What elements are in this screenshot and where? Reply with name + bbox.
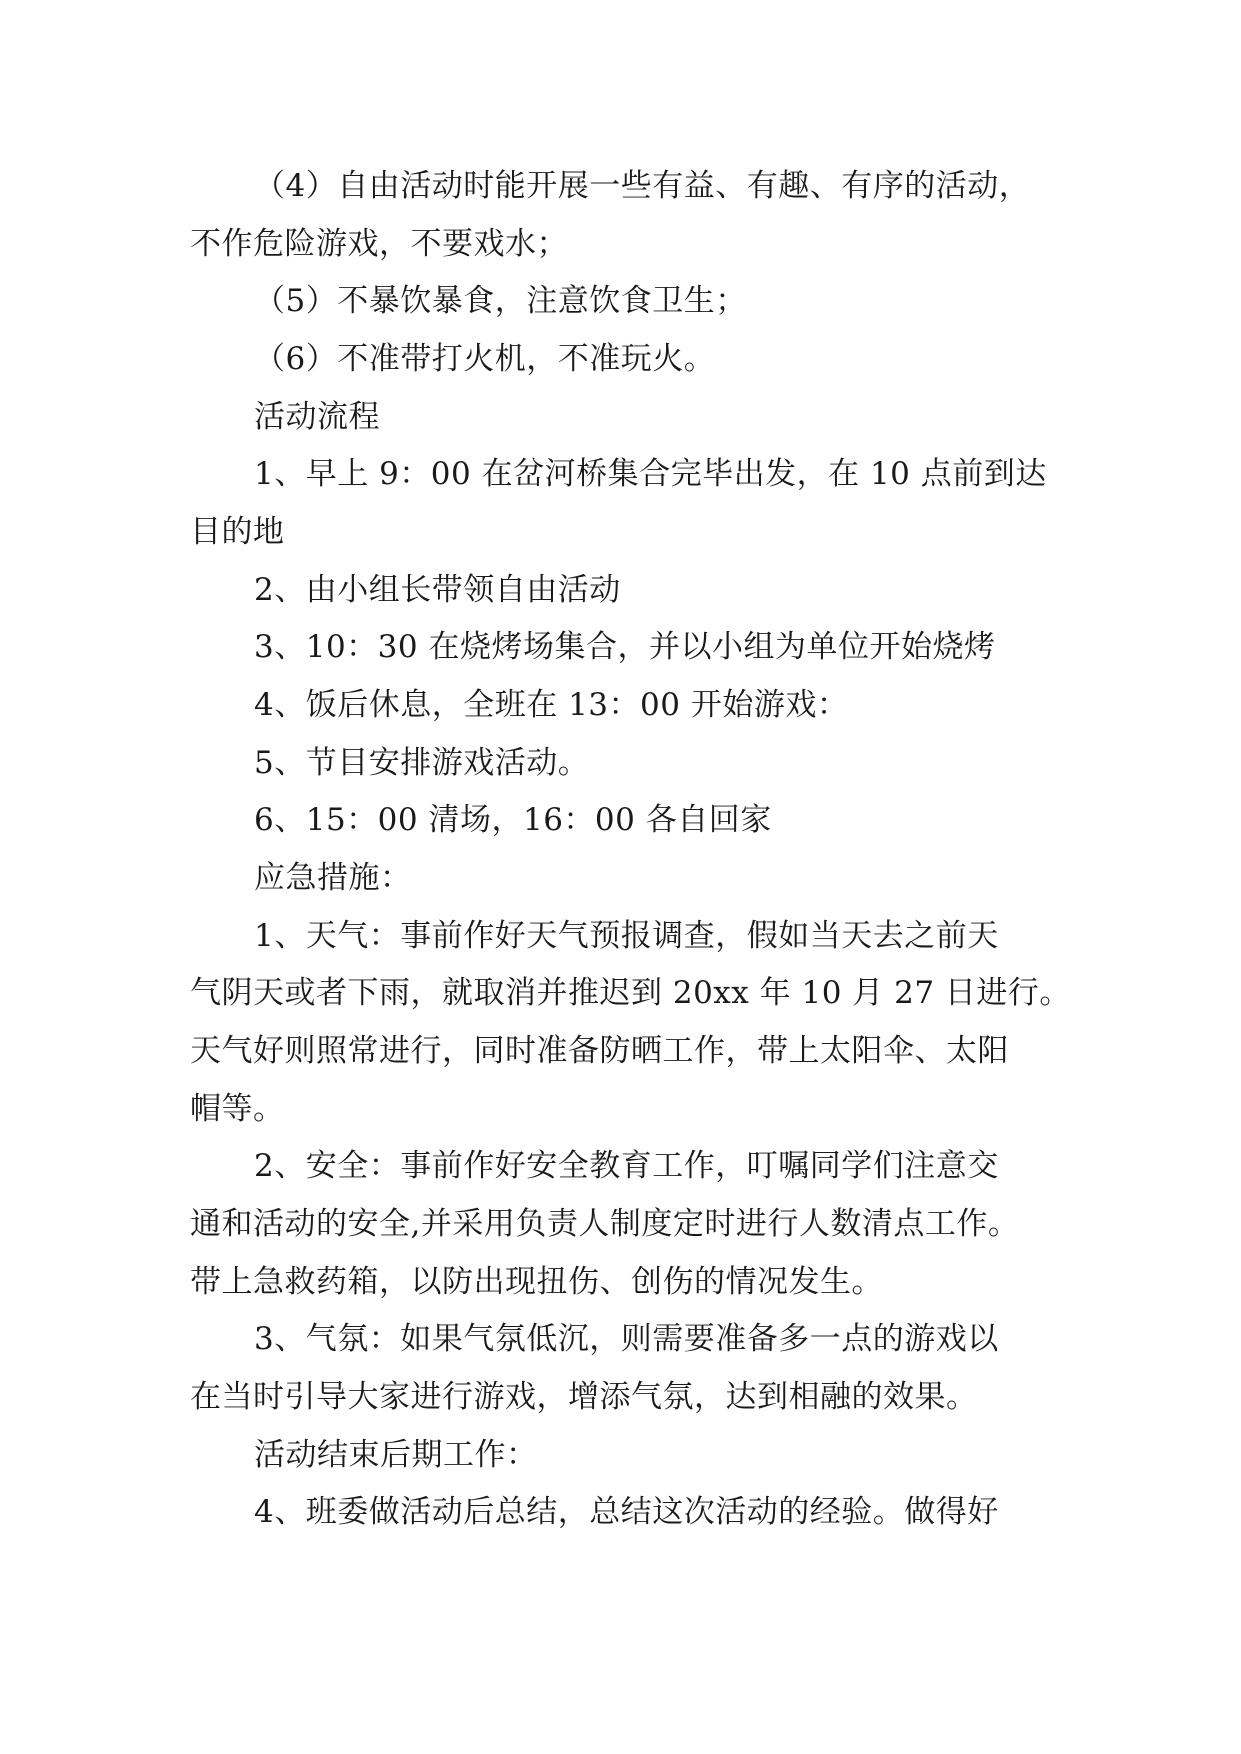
safety-rule-5: （5）不暴饮暴食，注意饮食卫生； — [254, 283, 747, 319]
safety-rule-6: （6）不准带打火机，不准玩火。 — [254, 341, 716, 377]
emergency-safety-line-1: 2、安全：事前作好安全教育工作，叮嘱同学们注意交 — [254, 1148, 999, 1184]
safety-rule-4-line-1: （4）自由活动时能开展一些有益、有趣、有序的活动， — [254, 168, 1031, 204]
section-heading-emergency: 应急措施： — [254, 860, 412, 896]
process-step-6: 6、15：00 清场，16：00 各自回家 — [254, 802, 772, 838]
process-step-1-line-2: 目的地 — [190, 514, 285, 550]
emergency-weather-line-4: 帽等。 — [190, 1091, 285, 1127]
emergency-weather-line-2: 气阴天或者下雨，就取消并推迟到 20xx 年 10 月 27 日进行。 — [190, 975, 1071, 1011]
section-heading-post-activity: 活动结束后期工作： — [254, 1437, 538, 1473]
emergency-weather-line-1: 1、天气：事前作好天气预报调查，假如当天去之前天 — [254, 918, 999, 954]
safety-rule-4-line-2: 不作危险游戏，不要戏水； — [190, 226, 568, 262]
emergency-safety-line-2: 通和活动的安全,并采用负责人制度定时进行人数清点工作。 — [190, 1206, 1020, 1242]
emergency-safety-line-3: 带上急救药箱，以防出现扭伤、创伤的情况发生。 — [190, 1264, 883, 1300]
emergency-atmosphere-line-1: 3、气氛：如果气氛低沉，则需要准备多一点的游戏以 — [254, 1321, 999, 1357]
emergency-atmosphere-line-2: 在当时引导大家进行游戏，增添气氛，达到相融的效果。 — [190, 1379, 978, 1415]
process-step-4: 4、饭后休息，全班在 13：00 开始游戏： — [254, 687, 849, 723]
post-activity-item-4: 4、班委做活动后总结，总结这次活动的经验。做得好 — [254, 1494, 999, 1530]
section-heading-process: 活动流程 — [254, 399, 380, 435]
process-step-3: 3、10：30 在烧烤场集合，并以小组为单位开始烧烤 — [254, 629, 996, 665]
process-step-1-line-1: 1、早上 9：00 在岔河桥集合完毕出发，在 10 点前到达 — [254, 456, 1047, 492]
process-step-2: 2、由小组长带领自由活动 — [254, 572, 621, 608]
emergency-weather-line-3: 天气好则照常进行，同时准备防晒工作，带上太阳伞、太阳 — [190, 1033, 1009, 1069]
process-step-5: 5、节目安排游戏活动。 — [254, 745, 590, 781]
